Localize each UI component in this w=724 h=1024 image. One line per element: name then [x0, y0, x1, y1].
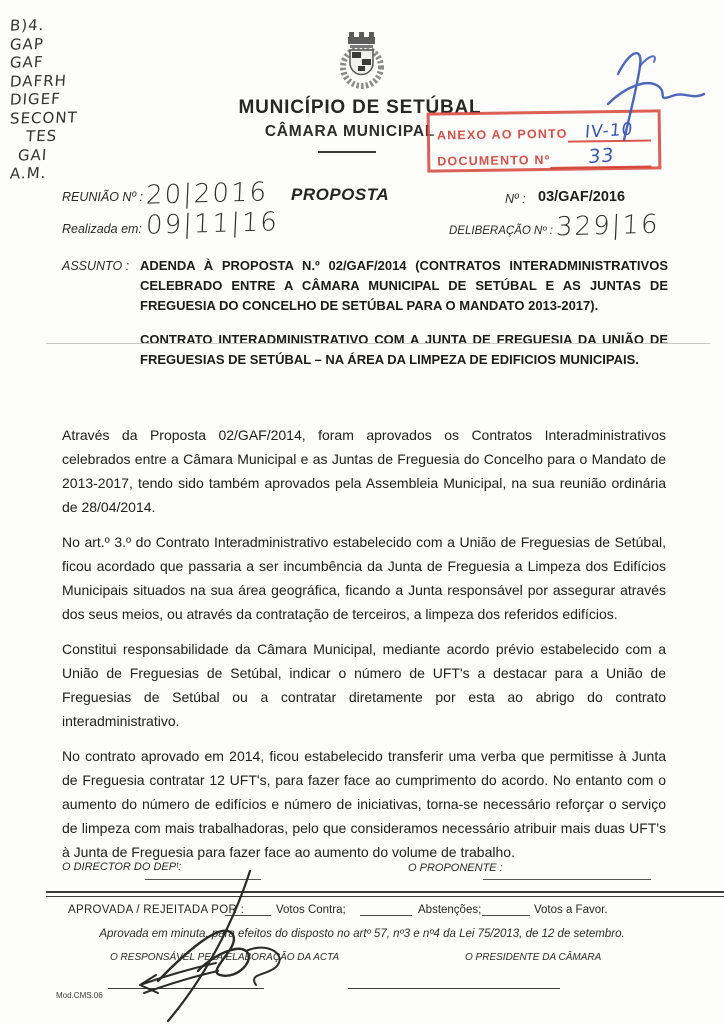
presidente-camara-label: O PRESIDENTE DA CÂMARA — [465, 952, 602, 963]
assunto-text — [140, 256, 668, 370]
section-divider — [46, 343, 710, 344]
black-ink-signature-icon — [128, 863, 328, 1024]
numero-label: Nº : — [505, 192, 526, 206]
council-subtitle: CÂMARA MUNICIPAL — [264, 123, 436, 140]
margin-note-line: GAP — [9, 34, 45, 54]
votos-contra-label: Votos Contra; — [276, 904, 346, 916]
stamp-line1-handwritten-value: IV-10 — [584, 119, 635, 143]
stamp-line1-label: ANEXO AO PONTO — [436, 126, 568, 143]
reuniao-handwritten-value: 20|2016 — [145, 177, 269, 211]
proponente-signature-line — [483, 862, 651, 880]
margin-note-line: GAF — [9, 52, 45, 72]
assunto-paragraph-2: CONTRATO INTERADMINISTRATIVO COM A JUNTA DE FREGUESIA DA UNIÃO DE FREGUESIAS DE SETÚBAL – NA ÁREA DA LIMPEZA DE EDIFICIOS MUNICIPAIS. — [140, 332, 668, 367]
responsavel-acta-label: O RESPONSÁVEL PELA ELABORAÇÃO DA ACTA — [110, 952, 340, 963]
margin-note-line: A.M. — [9, 163, 48, 183]
minuta-note: Aprovada em minuta, para efeitos do disposto no artº 57, nº3 e nº4 da Lei 75/2013, de 12 de setembro. — [99, 928, 625, 940]
deliberacao-label: DELIBERAÇÃO Nº : — [449, 225, 553, 237]
stamp-line2-handwritten-value: 33 — [586, 144, 615, 169]
abstencoes-label: Abstenções; — [418, 904, 482, 916]
body-paragraph: No art.º 3.º do Contrato Interadministrativo estabelecido com a União de Freguesias de Setúbal, ficou acordado que passaria a ser incumbência da Junta de Freguesia a Limpeza dos Edifícios Municipais situados na sua área geográfica, ficando a Junta responsável por assegurar através dos seus meios, ou através da contratação de terceiros, a limpeza dos referidos edifícios. — [62, 534, 666, 622]
margin-note-line: DIGEF — [9, 89, 62, 109]
assunto-label: ASSUNTO : — [62, 259, 130, 273]
numero-value: 03/GAF/2016 — [538, 189, 626, 205]
presidente-signature-line — [348, 972, 560, 989]
director-label: O DIRECTOR DO DEPᵗ: — [62, 861, 182, 873]
votos-contra-blank-field — [360, 903, 412, 916]
margin-note-line: DAFRH — [9, 71, 68, 91]
realizada-label: Realizada em: — [62, 222, 142, 236]
municipality-title: MUNICÍPIO DE SETÚBAL — [238, 97, 482, 118]
form-code: Mod.CMS.06 — [56, 991, 103, 1000]
document-body — [62, 423, 666, 875]
deliberacao-handwritten-value: 329|16 — [555, 209, 661, 243]
reuniao-label: REUNIÃO Nº : — [62, 190, 143, 204]
handwritten-margin-notes — [10, 16, 78, 183]
margin-note-line: TES — [25, 126, 58, 146]
aprovada-rejeitada-label: APROVADA / REJEITADA POR : — [68, 904, 245, 916]
votos-favor-label: Votos a Favor. — [534, 904, 608, 916]
margin-note-line: GAI — [17, 145, 48, 164]
stamp-line2-label: DOCUMENTO Nº — [437, 152, 551, 169]
proposta-title: PROPOSTA — [291, 185, 390, 204]
header-divider — [318, 151, 376, 153]
proponente-label: O PROPONENTE : — [408, 862, 503, 874]
body-paragraph: No contrato aprovado em 2014, ficou estabelecido transferir uma verba que permitisse à Junta de Freguesia contratar 12 UFT's, para fazer face ao cumprimento do acordo. No entanto com o aumento do número de edifícios e número de iniciativas, torna-se necessário reforçar o serviço de limpeza com mais trabalhadoras, pelo que consideramos necessário atribuir mais duas UFT's à Junta de Freguesia para fazer face ao aumento do volume de trabalho. — [62, 748, 666, 860]
municipal-crest-icon — [333, 28, 391, 92]
blue-initials-signature-icon — [588, 44, 724, 148]
abstencoes-blank-field — [482, 903, 530, 916]
margin-note-line: SECONT — [9, 107, 79, 128]
margin-note-line: B)4. — [9, 15, 46, 35]
body-paragraph: Através da Proposta 02/GAF/2014, foram aprovados os Contratos Interadministrativos celebrados entre a Câmara Municipal e as Juntas de Freguesia do Concelho para o Mandato de 2013-2017, tendo sido também aprovados pela Assembleia Municipal, na sua reunião ordinária de 28/04/2014. — [62, 427, 666, 515]
assunto-paragraph-1: ADENDA À PROPOSTA N.º 02/GAF/2014 (CONTRATOS INTERADMINISTRATIVOS CELEBRADO ENTRE A CÂMARA MUNICIPAL DE SETÚBAL E AS JUNTAS DE FREGUESIA DO CONCELHO DE SETÚBAL PARA O MANDATO 2013-2017). — [140, 258, 668, 313]
body-paragraph: Constitui responsabilidade da Câmara Municipal, mediante acordo prévio estabelecido com a União de Freguesias de Setúbal, indicar o número de UFT's a destacar para a União de Freguesias de Setúbal ou a contratar diretamente por esta ao abrigo do contrato interadministrativo. — [62, 641, 666, 729]
realizada-handwritten-value: 09|11|16 — [145, 207, 280, 241]
